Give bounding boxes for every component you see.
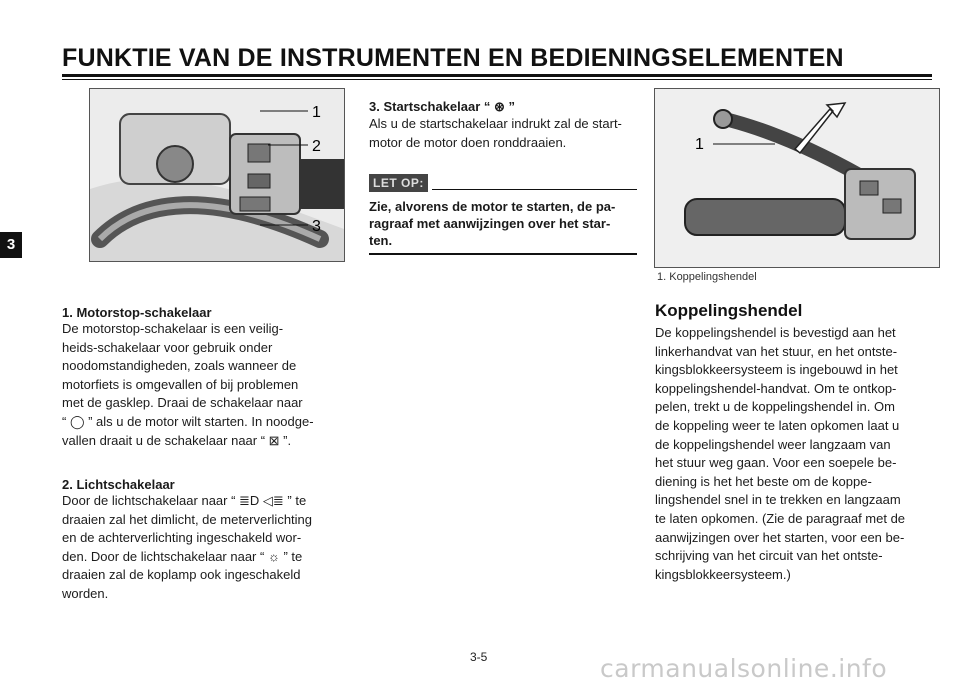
clutch-lever-illustration [655, 89, 939, 267]
text-line: de koppeling weer te laten opkomen laat u [655, 417, 900, 433]
item-heading-lichtschakelaar: 2. Lichtschakelaar [62, 477, 175, 492]
note-box [369, 174, 637, 255]
callout-1-right: 1 [695, 136, 704, 153]
handlebar-switch-illustration [90, 89, 344, 261]
note-label: LET OP: [369, 174, 428, 192]
callout-3: 3 [312, 218, 321, 235]
text-line: schrijving van het circuit van het ontste- [655, 548, 883, 564]
lichtschakelaar-section [62, 477, 346, 604]
handlebar-switch-figure [89, 88, 345, 262]
item-heading-motorstop: 1. Motorstop-schakelaar [62, 305, 212, 320]
text-line: draaien zal de koplamp ook ingeschakeld [62, 567, 301, 583]
clutch-lever-figure [654, 88, 940, 268]
text-line: heids-schakelaar voor gebruik onder [62, 339, 273, 355]
text-line: vallen draait u de schakelaar naar “ ⊠ ”. [62, 432, 292, 448]
text-line: diening is het het beste om de koppe- [655, 473, 872, 489]
callout-1: 1 [312, 104, 321, 121]
text-line: den. Door de lichtschakelaar naar “ ☼ ” te [62, 548, 303, 564]
section-tab: 3 [0, 232, 22, 258]
note-line: Zie, alvorens de motor te starten, de pa- [369, 199, 616, 214]
text-line: de koppelingshendel weer langzaam van [655, 436, 891, 452]
text-line: het stuur weg gaan. Voor een soepele be- [655, 455, 897, 471]
text-line: motor de motor doen ronddraaien. [369, 134, 567, 150]
note-line: ten. [369, 233, 393, 248]
callout-2: 2 [312, 138, 321, 155]
text-line: lingshendel snel in te trekken en langzaam [655, 492, 901, 508]
text-line: kingsblokkeersysteem is ingebouwd in het [655, 362, 898, 378]
text-line: draaien zal het dimlicht, de meterverlichting [62, 511, 313, 527]
lichtschakelaar-text [62, 492, 346, 604]
koppelingshendel-text [655, 324, 938, 584]
title-rule-thin [62, 79, 932, 80]
note-line: ragraaf met aanwijzingen over het star- [369, 216, 611, 231]
text-line: kingsblokkeersysteem.) [655, 566, 791, 582]
text-line: De koppelingshendel is bevestigd aan het [655, 325, 896, 340]
text-line: met de gasklep. Draai de schakelaar naar [62, 395, 303, 411]
text-line: “ ◯ ” als u de motor wilt starten. In noodge- [62, 413, 314, 429]
text-line: noodomstandigheden, zoals wanneer de [62, 358, 297, 374]
koppelingshendel-section [655, 301, 938, 584]
section-heading: Koppelingshendel [655, 301, 803, 320]
text-line: Door de lichtschakelaar naar “ ≣D ◁≣ ” te [62, 493, 307, 508]
text-line: aanwijzingen over het starten, voor een be- [655, 529, 905, 545]
note-rule-top [432, 189, 637, 190]
text-line: Als u de startschakelaar indrukt zal de start- [369, 116, 622, 131]
note-rule-bottom [369, 253, 637, 255]
title-rule [62, 74, 932, 77]
motorstop-text [62, 320, 346, 450]
startschakelaar-text [369, 115, 645, 152]
note-text [369, 198, 637, 249]
watermark: carmanualsonline.info [600, 654, 888, 683]
page-title: FUNKTIE VAN DE INSTRUMENTEN EN BEDIENINGSELEMENTEN [62, 44, 844, 72]
startschakelaar-section [369, 99, 645, 152]
motorstop-section [62, 305, 346, 450]
text-line: te laten opkomen. (Zie de paragraaf met de [655, 510, 906, 526]
note-header [369, 174, 637, 192]
text-line: linkerhandvat van het stuur, en het ontste- [655, 343, 898, 359]
text-line: en de achterverlichting ingeschakeld wor- [62, 530, 302, 546]
text-line: koppelingshendel-handvat. Om te ontkop- [655, 380, 897, 396]
page-number: 3-5 [470, 650, 488, 664]
text-line: pelen, trekt u de koppelingshendel in. Om [655, 399, 895, 415]
text-line: De motorstop-schakelaar is een veilig- [62, 321, 284, 336]
item-heading-startschakelaar: 3. Startschakelaar “ ⊛ ” [369, 99, 516, 114]
figure-caption: 1. Koppelingshendel [657, 271, 757, 283]
text-line: worden. [62, 585, 109, 601]
text-line: motorfiets is omgevallen of bij problemen [62, 376, 299, 392]
